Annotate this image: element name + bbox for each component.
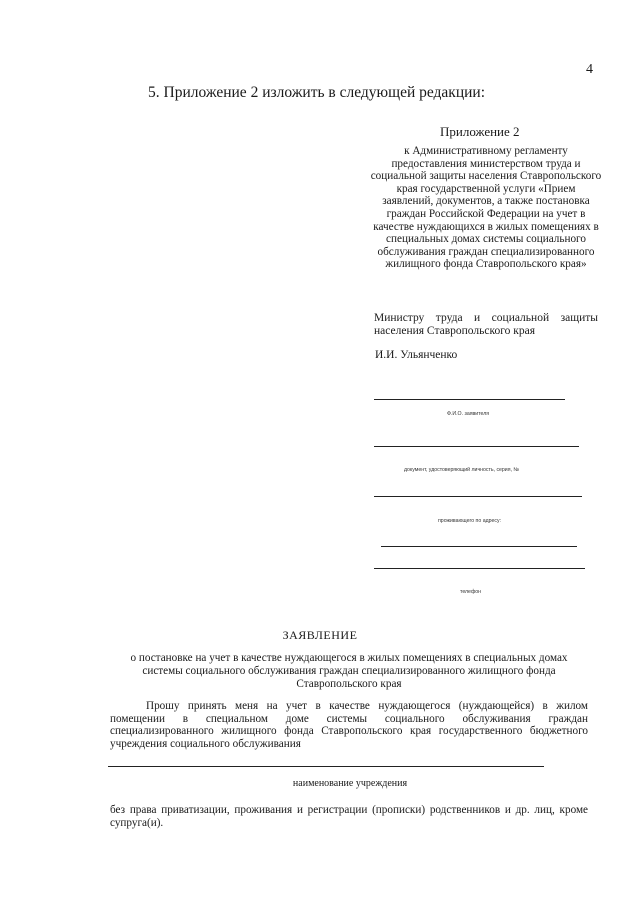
institution-caption: наименование учреждения bbox=[292, 778, 408, 789]
item-heading: 5. Приложение 2 изложить в следующей редакции: bbox=[148, 84, 486, 101]
phone-caption: телефон bbox=[460, 589, 481, 595]
address-blank-line-1 bbox=[381, 546, 577, 547]
statement-title: ЗАЯВЛЕНИЕ bbox=[282, 628, 358, 642]
statement-continuation: без права приватизации, проживания и регистрации (прописки) родственников и др. лиц, кроме супруга(и). bbox=[110, 804, 588, 829]
institution-blank-line bbox=[108, 766, 544, 767]
address-blank-line-2 bbox=[374, 568, 585, 569]
document-series-blank-line bbox=[374, 496, 582, 497]
document-caption: документ, удостоверяющий личность, серия, № bbox=[404, 467, 519, 473]
statement-body: Прошу принять меня на учет в качестве нуждающегося (нуждающейся) в жилом помещении в специальном доме системы социального обслуживания граждан специализированного жилищного фонда Ставропольского края государственного бюджетного учреждения социального обслуживания bbox=[110, 700, 588, 750]
appendix-title: Приложение 2 bbox=[440, 124, 520, 139]
fio-blank-line bbox=[374, 399, 565, 400]
fio-caption: Ф.И.О. заявителя bbox=[447, 411, 490, 417]
address-caption: проживающего по адресу: bbox=[438, 518, 502, 524]
minister-name: И.И. Ульянченко bbox=[375, 349, 458, 361]
addressee-line: Министру труда и социальной защиты населения Ставропольского края bbox=[374, 312, 598, 337]
appendix-subtitle: к Административному регламенту предоставления министерством труда и социальной защиты населения Ставропольского края государственной услуги «Прием заявлений, документов, а также постановка граждан Российской Федерации на учет в качестве нуждающихся в жилых помещениях в специальных домах системы социального обслуживания граждан специализированного жилищного фонда Ставропольского края» bbox=[370, 145, 602, 271]
statement-subject: о постановке на учет в качестве нуждающегося в жилых помещениях в специальных домах системы социального обслуживания граждан специализированного жилищного фонда Ставропольского края bbox=[130, 652, 568, 691]
page-number: 4 bbox=[586, 62, 593, 77]
document-blank-line bbox=[374, 446, 579, 447]
